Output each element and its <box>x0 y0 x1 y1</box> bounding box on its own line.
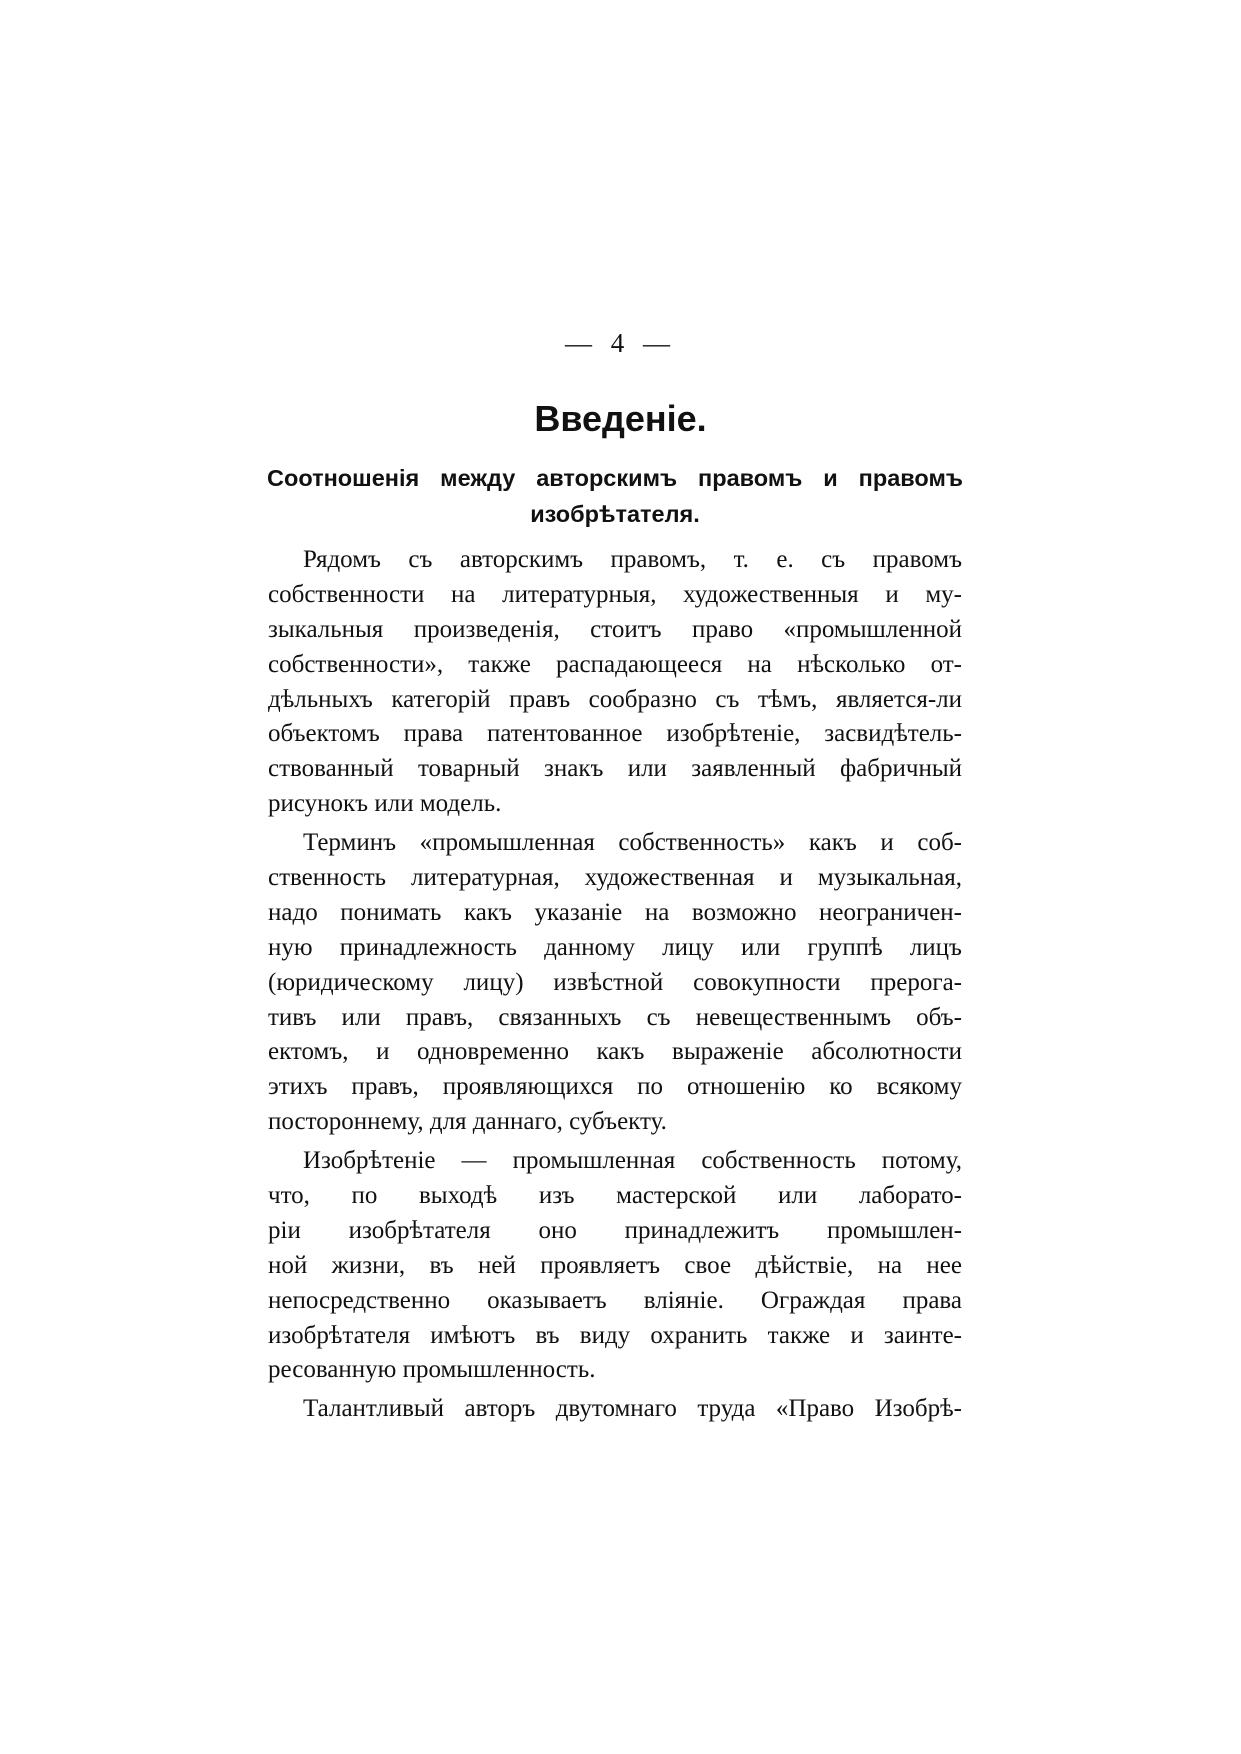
text-line: ную принадлежность данному лицу или группѣ лицъ <box>268 933 962 961</box>
text-line: что, по выходѣ изъ мастерской или лаборато- <box>268 1182 962 1210</box>
text-line: ектомъ, и одновременно какъ выраженiе абсолютности <box>268 1038 962 1066</box>
paragraph-4 <box>268 1392 962 1427</box>
body-text <box>268 543 962 1427</box>
text-line: постороннему, для даннаго, субъекту. <box>268 1108 667 1136</box>
text-line: рисунокъ или модель. <box>268 790 502 818</box>
text-line: ной жизни, въ ней проявляетъ свое дѣйствiе, на нее <box>268 1251 962 1279</box>
page-number: — 4 — <box>565 328 676 358</box>
text-line: ресованную промышленность. <box>268 1356 596 1384</box>
paragraph-2 <box>268 826 962 1140</box>
text-line: изобрѣтателя имѣютъ въ виду охранить также и заинте- <box>268 1321 962 1349</box>
paragraph-1 <box>268 543 962 822</box>
text-line: ственность литературная, художественная и музыкальная, <box>268 864 962 892</box>
text-line: рiи изобрѣтателя оно принадлежитъ промышлен- <box>268 1216 962 1244</box>
subtitle-line: Соотношенiя между авторскимъ правомъ и правомъ <box>267 465 963 491</box>
section-subtitle <box>267 460 963 532</box>
text-line: этихъ правъ, проявляющихся по отношенiю ко всякому <box>268 1073 962 1101</box>
text-line: объектомъ права патентованное изобрѣтенiе, засвидѣтель- <box>268 720 962 748</box>
text-line: (юридическому лицу) извѣстной совокупности прерога- <box>268 968 962 996</box>
text-line: зыкальныя произведенiя, стоитъ право «промышленной <box>268 615 962 643</box>
text-line: ствованный товарный знакъ или заявленный фабричный <box>268 755 962 783</box>
text-line: Рядомъ съ авторскимъ правомъ, т. е. съ правомъ <box>303 546 962 573</box>
subtitle-line: изобрѣтателя. <box>530 501 700 527</box>
text-line: непосредственно оказываетъ влiянiе. Ограждая права <box>268 1286 962 1314</box>
paragraph-3 <box>268 1144 962 1388</box>
text-line: Терминъ «промышленная собственность» какъ и соб- <box>303 829 962 857</box>
section-title: Введенiе. <box>534 398 707 439</box>
text-line: Изобрѣтенiе — промышленная собственность потому, <box>303 1147 962 1175</box>
text-line: собственности», также распадающееся на нѣсколько от- <box>268 650 962 678</box>
text-line: Талантливый авторъ двутомнаго труда «Право Изобрѣ- <box>303 1395 962 1423</box>
text-line: тивъ или правъ, связанныхъ съ невещественнымъ объ- <box>268 1003 962 1031</box>
text-line: дѣльныхъ категорiй правъ сообразно съ тѣмъ, является-ли <box>268 685 962 713</box>
text-line: надо понимать какъ указанiе на возможно неограничен- <box>268 898 962 926</box>
text-line: собственности на литературныя, художественныя и му- <box>268 580 962 608</box>
